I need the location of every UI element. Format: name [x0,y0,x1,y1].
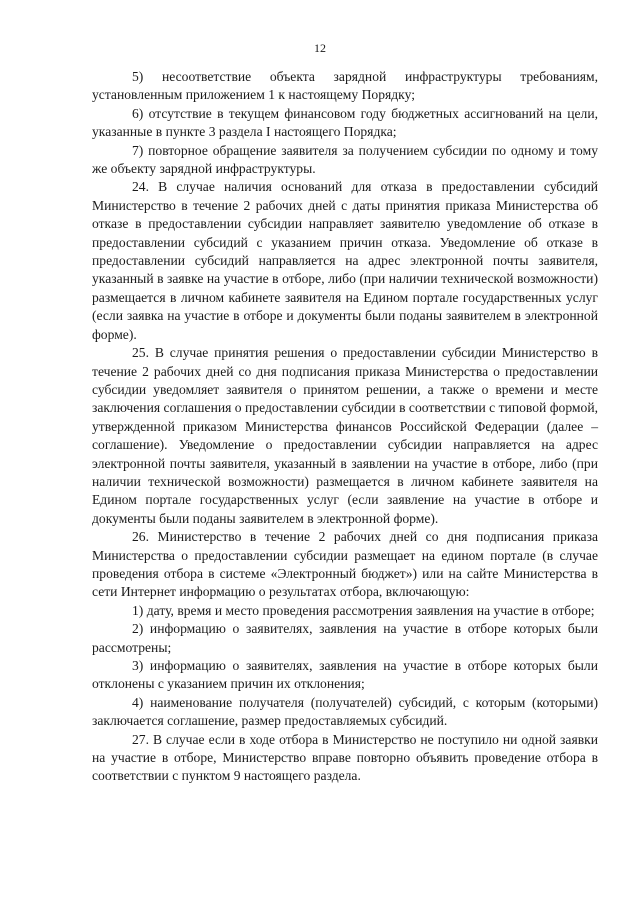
paragraph-subitem-2: 2) информацию о заявителях, заявления на участие в отборе которых были рассмотрены; [92,621,598,655]
paragraph-clause-24: 24. В случае наличия оснований для отказа в предоставлении субсидий Министерство в течение 2 рабочих дней с даты принятия приказа Министерства об отказе в предоставлении субсидии направляет заявителю уведомление об отказе в предоставлении субсидий с указанием причин отказа. Уведомление об отказе в предоставлении субсидий направляется на адрес электронной почты заявителя, указанный в заявке на участие в отборе, либо (при наличии технической возможности) размещается в личном кабинете заявителя на Едином портале государственных услуг (если заявка на участие в отборе и документы были поданы заявителем в электронной форме). [92,179,598,342]
paragraph-subitem-1: 1) дату, время и место проведения рассмотрения заявления на участие в отборе; [132,602,595,618]
paragraph-subitem-3: 3) информацию о заявителях, заявления на участие в отборе которых были отклонены с указанием причин их отклонения; [92,658,598,692]
paragraph-subitem-4: 4) наименование получателя (получателей) субсидий, с которым (которыми) заключается соглашение, размер предоставляемых субсидий. [92,694,598,729]
paragraph-clause-26: 26. Министерство в течение 2 рабочих дней со дня подписания приказа Министерства о предоставлении субсидии размещает на едином портале (в случае проведения отбора в системе «Электронный бюджет») или на сайте Министерства в сети Интернет информацию о результатах отбора, включающую: [92,529,598,600]
paragraph-item-5: 5) несоответствие объекта зарядной инфраструктуры требованиям, установленным приложением 1 к настоящему Порядку; [92,69,598,103]
paragraph-clause-25: 25. В случае принятия решения о предоставлении субсидии Министерство в течение 2 рабочих дней со дня подписания приказа Министерства о предоставлении субсидии уведомляет заявителя о принятом решении, а также о времени и месте заключения соглашения о предоставлении субсидии в соответствии с типовой формой, утвержденной приказом Министерства финансов Российской Федерации (далее – соглашение). Уведомление о предоставлении субсидии направляется на адрес электронной почты заявителя, указанный в заявлении на участие в отборе, либо (при наличии технической возможности) размещается в личном кабинете заявителя на Едином портале государственных услуг (если заявление на участие в отборе и документы были поданы заявителем в электронной форме). [92,345,598,526]
paragraph-item-6: 6) отсутствие в текущем финансовом году бюджетных ассигнований на цели, указанные в пункте 3 раздела I настоящего Порядка; [92,105,598,140]
paragraph-clause-27: 27. В случае если в ходе отбора в Министерство не поступило ни одной заявки на участие в отборе, Министерство вправе повторно объявить проведение отбора в соответствии с пунктом 9 настоящего раздела. [92,731,598,784]
document-body [92,68,598,786]
paragraph-item-7: 7) повторное обращение заявителя за получением субсидии по одному и тому же объекту зарядной инфраструктуры. [92,142,598,177]
page-number: 12 [314,41,326,55]
